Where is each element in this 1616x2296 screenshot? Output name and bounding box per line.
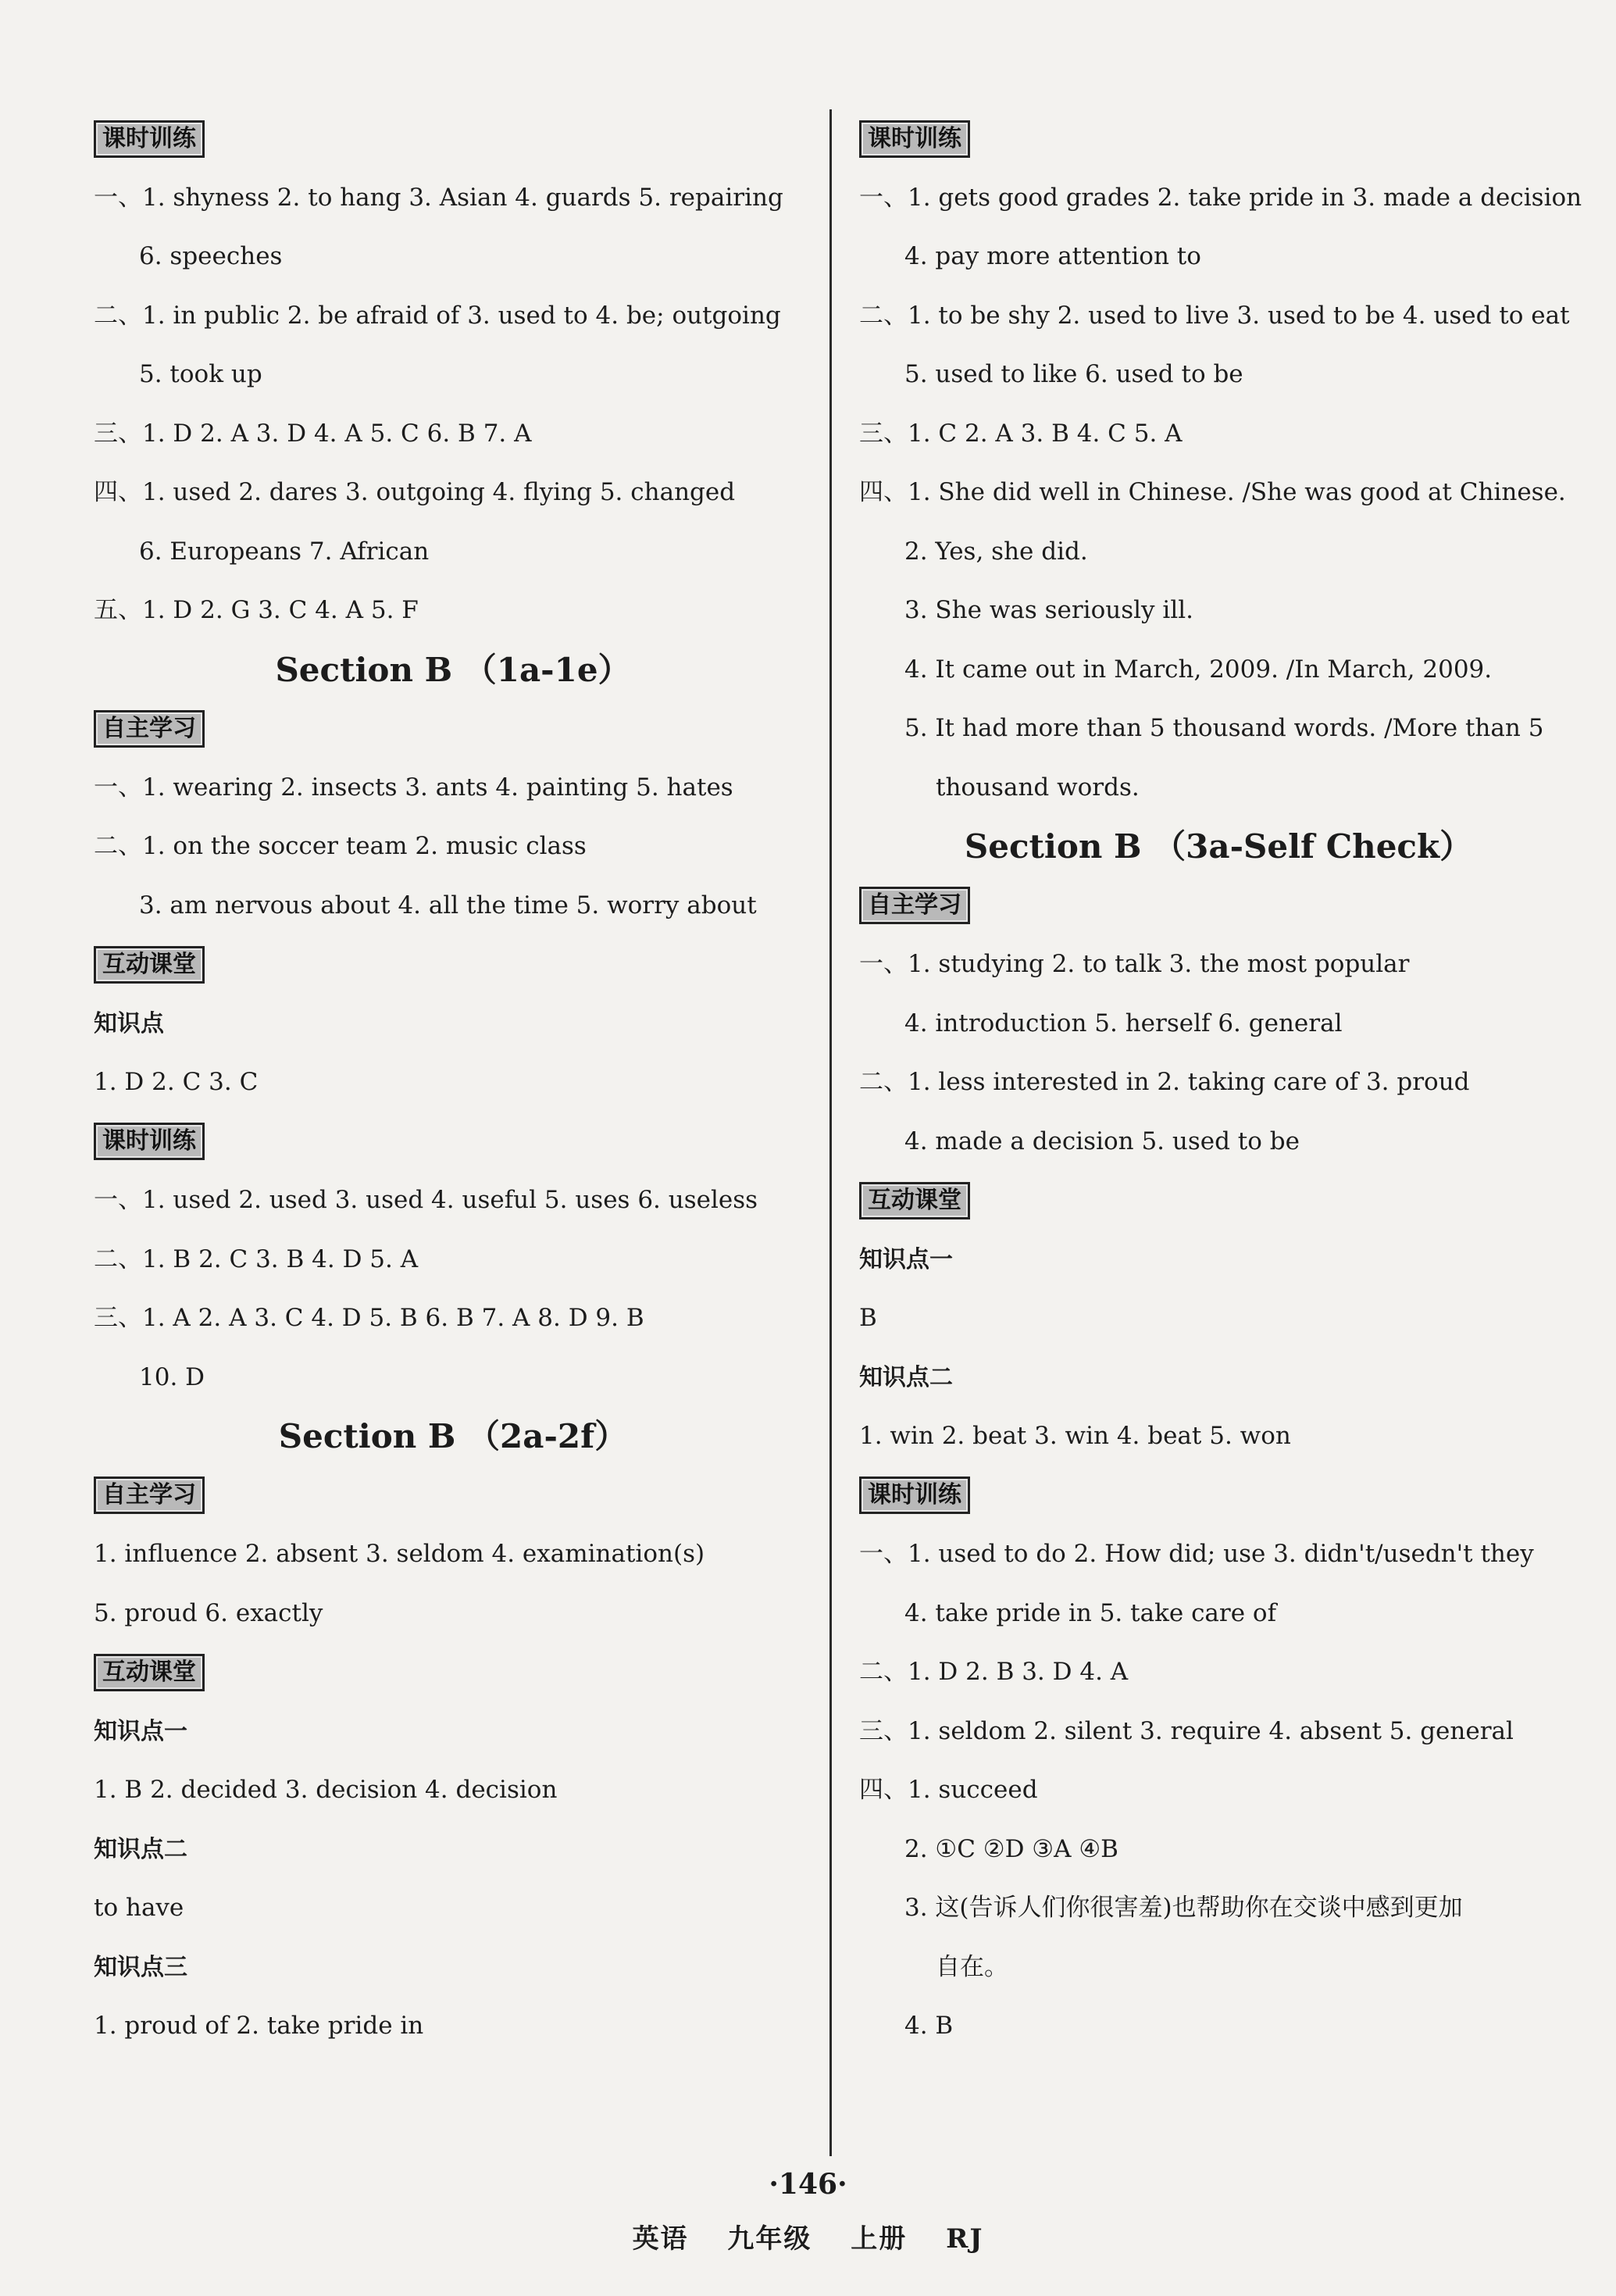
answer-line: 一、1. studying 2. to talk 3. the most popular	[859, 950, 1410, 978]
answer-line: 三、1. seldom 2. silent 3. require 4. absent 5. general	[859, 1716, 1514, 1745]
answer-line: 5. It had more than 5 thousand words. /More than 5	[904, 714, 1544, 742]
section-label-box	[94, 699, 812, 759]
knowledge-point-heading: 知识点三	[94, 1953, 187, 1981]
answer-line: to have	[94, 1894, 184, 1922]
section-label: 课时训练	[94, 1123, 205, 1160]
section-label-box	[859, 1171, 1578, 1230]
answer-line: 二、1. D 2. B 3. D 4. A	[859, 1658, 1129, 1686]
section-heading: Section B （3a-Self Check）	[964, 827, 1473, 866]
answer-line: 一、1. used to do 2. How did; use 3. didn't/usedn't they	[859, 1540, 1534, 1568]
answer-line: 二、1. to be shy 2. used to live 3. used to be 4. used to eat	[859, 301, 1570, 330]
knowledge-point-heading: 知识点二	[94, 1835, 187, 1863]
section-label-box	[94, 1643, 812, 1702]
answer-line: 三、1. A 2. A 3. C 4. D 5. B 6. B 7. A 8. D 9. B	[94, 1304, 644, 1332]
answer-line: 5. used to like 6. used to be	[904, 360, 1243, 388]
answer-line: 4. It came out in March, 2009. /In March, 2009.	[904, 655, 1493, 684]
section-label-box	[859, 1466, 1578, 1526]
answer-line: 2. ①C ②D ③A ④B	[904, 1834, 1118, 1863]
answer-line: 五、1. D 2. G 3. C 4. A 5. F	[94, 596, 419, 624]
answer-line: 1. B 2. decided 3. decision 4. decision	[94, 1776, 558, 1804]
page-footer	[0, 2217, 1616, 2255]
answer-line: 5. proud 6. exactly	[94, 1598, 323, 1627]
answer-line: 5. took up	[139, 360, 262, 388]
section-label: 互动课堂	[859, 1182, 970, 1219]
section-label-box	[94, 935, 812, 994]
answer-line: 1. influence 2. absent 3. seldom 4. examination(s)	[94, 1540, 705, 1568]
answer-line: 二、1. in public 2. be afraid of 3. used to 4. be; outgoing	[94, 301, 781, 330]
page-number: ·146·	[769, 2168, 847, 2201]
answer-line: 四、1. succeed	[859, 1776, 1038, 1804]
right-column	[859, 109, 1582, 2056]
answer-line: 1. win 2. beat 3. win 4. beat 5. won	[859, 1422, 1291, 1450]
answer-line: 一、1. wearing 2. insects 3. ants 4. painting 5. hates	[94, 773, 733, 802]
section-heading: Section B （1a-1e）	[275, 650, 631, 689]
answer-line: 4. pay more attention to	[904, 242, 1201, 270]
footer-subject: 英语	[632, 2223, 689, 2255]
answer-line: 3. am nervous about 4. all the time 5. worry about	[139, 891, 757, 919]
section-label-box	[94, 109, 812, 169]
section-heading: Section B （2a-2f）	[278, 1417, 628, 1455]
answer-line: 6. speeches	[139, 242, 283, 270]
section-label-box	[859, 877, 1578, 936]
answer-line: 四、1. She did well in Chinese. /She was good at Chinese.	[859, 478, 1566, 506]
answer-line: 一、1. shyness 2. to hang 3. Asian 4. guards 5. repairing	[94, 183, 783, 212]
section-label-box	[859, 109, 1578, 169]
section-label: 自主学习	[94, 1477, 205, 1514]
answer-line: B	[859, 1304, 877, 1332]
answer-line: 10. D	[139, 1362, 205, 1391]
footer-volume: 上册	[851, 2223, 908, 2255]
section-label: 课时训练	[859, 120, 970, 158]
column-divider	[829, 109, 832, 2156]
answer-line: 4. B	[904, 2012, 954, 2040]
footer-edition: RJ	[946, 2223, 984, 2255]
answer-line: 三、1. C 2. A 3. B 4. C 5. A	[859, 419, 1183, 448]
answer-line: thousand words.	[936, 773, 1140, 802]
answer-line: 自在。	[936, 1952, 1008, 1981]
section-label: 自主学习	[859, 887, 970, 924]
footer-grade: 九年级	[727, 2223, 812, 2255]
section-label: 互动课堂	[94, 946, 205, 984]
knowledge-point-heading: 知识点一	[94, 1717, 187, 1745]
answer-line: 二、1. B 2. C 3. B 4. D 5. A	[94, 1244, 419, 1273]
section-label-box	[94, 1466, 812, 1526]
section-label-box	[94, 1112, 812, 1172]
answer-line: 1. proud of 2. take pride in	[94, 2012, 424, 2040]
answer-line: 一、1. used 2. used 3. used 4. useful 5. uses 6. useless	[94, 1186, 758, 1214]
knowledge-point-heading: 知识点二	[859, 1363, 953, 1391]
left-column	[94, 109, 812, 2056]
answer-line: 4. take pride in 5. take care of	[904, 1598, 1277, 1627]
answer-line: 三、1. D 2. A 3. D 4. A 5. C 6. B 7. A	[94, 419, 532, 448]
answer-line: 4. made a decision 5. used to be	[904, 1127, 1300, 1155]
section-label: 自主学习	[94, 710, 205, 748]
answer-line: 二、1. less interested in 2. taking care of 3. proud	[859, 1068, 1470, 1096]
answer-line: 1. D 2. C 3. C	[94, 1068, 259, 1096]
answer-line: 4. introduction 5. herself 6. general	[904, 1009, 1343, 1037]
section-label: 互动课堂	[94, 1654, 205, 1691]
section-label: 课时训练	[94, 120, 205, 158]
answer-line: 3. She was seriously ill.	[904, 596, 1194, 624]
section-label: 课时训练	[859, 1477, 970, 1514]
knowledge-point-heading: 知识点	[94, 1009, 164, 1037]
knowledge-point-heading: 知识点一	[859, 1245, 953, 1273]
answer-line: 6. Europeans 7. African	[139, 537, 430, 566]
answer-line: 3. 这(告诉人们你很害羞)也帮助你在交谈中感到更加	[904, 1894, 1463, 1922]
answer-line: 四、1. used 2. dares 3. outgoing 4. flying 5. changed	[94, 478, 736, 506]
answer-line: 一、1. gets good grades 2. take pride in 3. made a decision	[859, 183, 1582, 212]
answer-line: 2. Yes, she did.	[904, 537, 1088, 566]
answer-line: 二、1. on the soccer team 2. music class	[94, 832, 587, 860]
